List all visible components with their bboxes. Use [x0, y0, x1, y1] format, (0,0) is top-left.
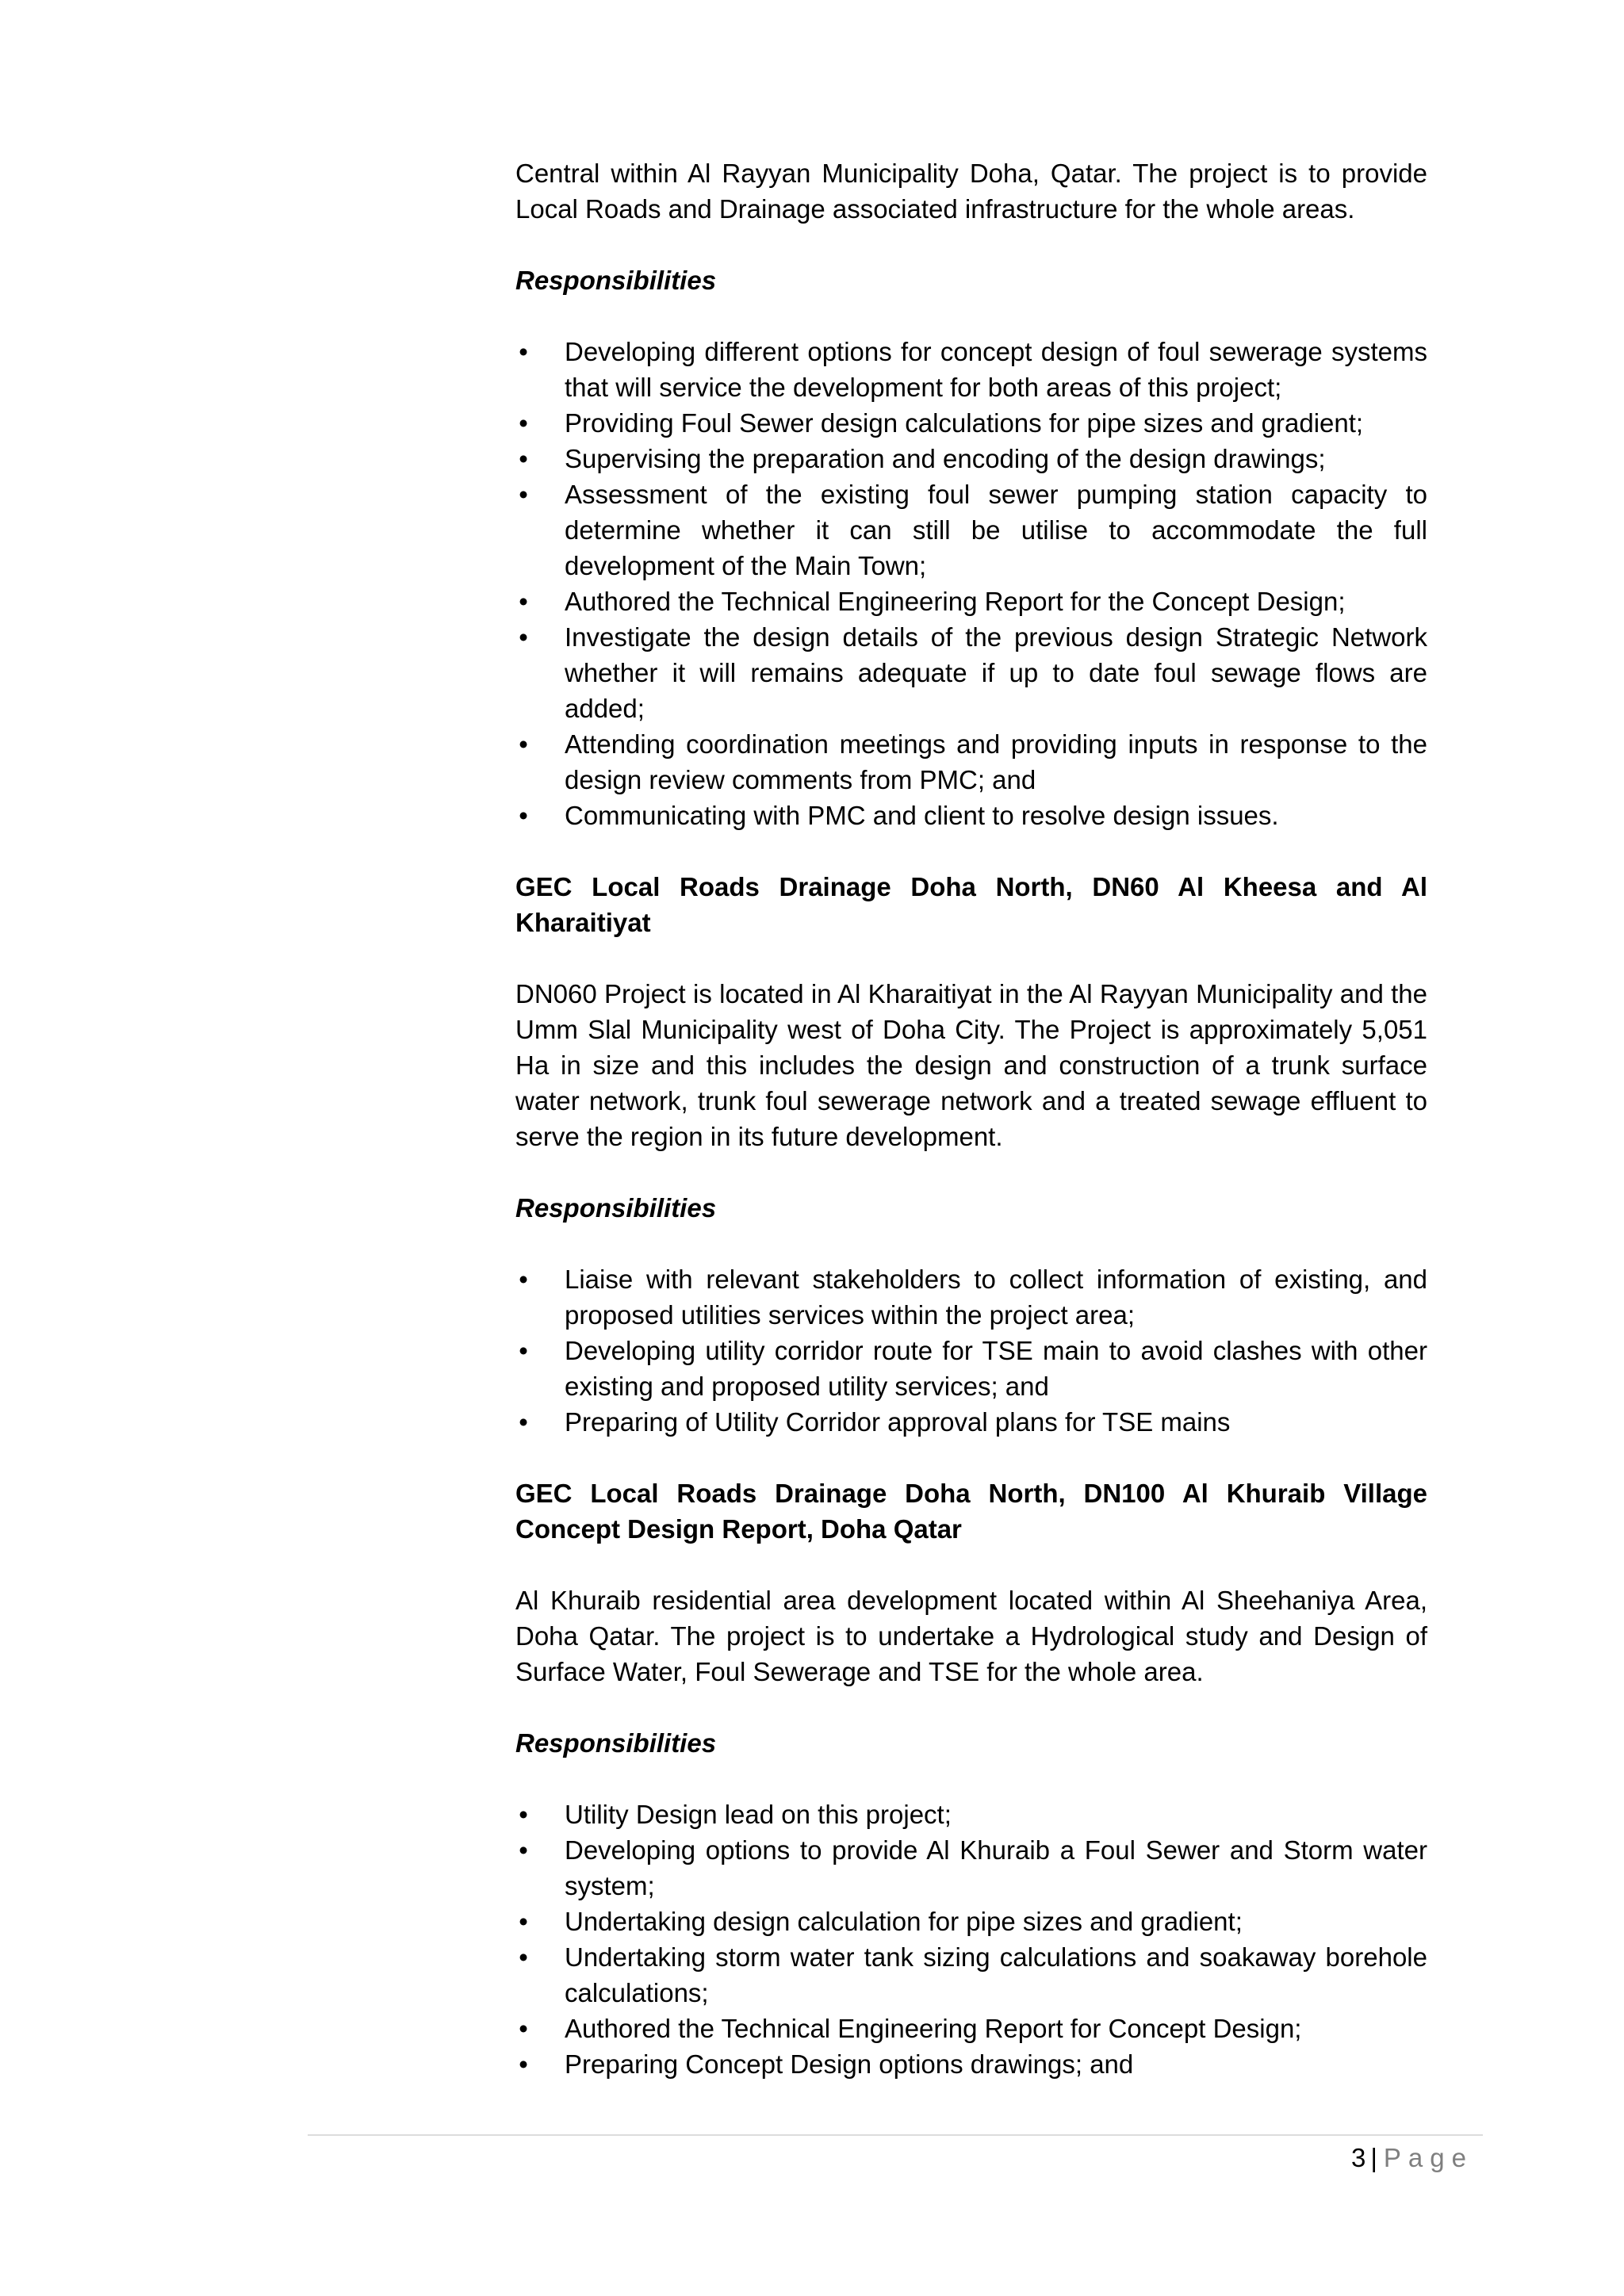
list-item-text: Preparing Concept Design options drawings; and [565, 2049, 1134, 2079]
bullet-dot-icon: • [519, 587, 528, 616]
list-item-text: Attending coordination meetings and providing inputs in response to the design review comments from PMC; and [565, 729, 1427, 794]
responsibilities-heading: Responsibilities [515, 1193, 717, 1223]
bullet-dot-icon: • [519, 1942, 528, 1972]
page-footer [1351, 2142, 1473, 2174]
bullet-dot-icon: • [519, 480, 528, 509]
list-item-text: Supervising the preparation and encoding of the design drawings; [565, 444, 1326, 473]
list-item-text: Undertaking storm water tank sizing calculations and soakaway borehole calculations; [565, 1942, 1427, 2007]
responsibilities-list [515, 1261, 1427, 1440]
list-item [515, 334, 1427, 405]
project-intro-paragraph: Central within Al Rayyan Municipality Doha, Qatar. The project is to provide Local Roads and Drainage associated infrastructure for the whole areas. [515, 159, 1427, 224]
list-item [515, 2046, 1427, 2082]
list-item [515, 619, 1427, 726]
list-item [515, 405, 1427, 441]
responsibilities-heading: Responsibilities [515, 1728, 717, 1758]
list-item-text: Preparing of Utility Corridor approval plans for TSE mains [565, 1407, 1231, 1437]
list-item-text: Developing utility corridor route for TSE main to avoid clashes with other existing and proposed utility services; and [565, 1336, 1427, 1401]
bullet-dot-icon: • [519, 2049, 528, 2079]
list-item [515, 798, 1427, 833]
responsibilities-list [515, 334, 1427, 833]
project-title: GEC Local Roads Drainage Doha North, DN100 Al Khuraib Village Concept Design Report, Doha Qatar [515, 1479, 1427, 1544]
footer-divider [308, 2134, 1483, 2136]
bullet-dot-icon: • [519, 1907, 528, 1936]
list-item [515, 584, 1427, 619]
bullet-dot-icon: • [519, 622, 528, 652]
project-description: Al Khuraib residential area development located within Al Sheehaniya Area, Doha Qatar. The project is to undertake a Hydrological study and Design of Surface Water, Foul Sewerage and TSE for the whole area. [515, 1586, 1427, 1686]
bullet-dot-icon: • [519, 444, 528, 473]
bullet-dot-icon: • [519, 408, 528, 438]
list-item [515, 441, 1427, 476]
list-item-text: Developing options to provide Al Khuraib a Foul Sewer and Storm water system; [565, 1835, 1427, 1900]
list-item-text: Investigate the design details of the previous design Strategic Network whether it will remains adequate if up to date foul sewage flows are added; [565, 622, 1427, 723]
list-item [515, 1261, 1427, 1333]
list-item [515, 1832, 1427, 1904]
list-item-text: Undertaking design calculation for pipe sizes and gradient; [565, 1907, 1243, 1936]
bullet-dot-icon: • [519, 729, 528, 759]
list-item [515, 1904, 1427, 1939]
bullet-dot-icon: • [519, 801, 528, 830]
list-item [515, 1404, 1427, 1440]
bullet-dot-icon: • [519, 2014, 528, 2043]
list-item [515, 1333, 1427, 1404]
bullet-dot-icon: • [519, 1407, 528, 1437]
list-item-text: Authored the Technical Engineering Report for Concept Design; [565, 2014, 1302, 2043]
responsibilities-list [515, 1797, 1427, 2082]
document-body [515, 155, 1427, 2082]
bullet-dot-icon: • [519, 1835, 528, 1865]
bullet-dot-icon: • [519, 1800, 528, 1829]
list-item-text: Liaise with relevant stakeholders to collect information of existing, and proposed utilities services within the project area; [565, 1265, 1427, 1330]
list-item-text: Assessment of the existing foul sewer pumping station capacity to determine whether it can still be utilise to accommodate the full development of the Main Town; [565, 480, 1427, 580]
list-item-text: Developing different options for concept design of foul sewerage systems that will service the development for both areas of this project; [565, 337, 1427, 402]
list-item-text: Communicating with PMC and client to resolve design issues. [565, 801, 1279, 830]
bullet-dot-icon: • [519, 337, 528, 366]
bullet-dot-icon: • [519, 1265, 528, 1294]
list-item [515, 476, 1427, 584]
project-title: GEC Local Roads Drainage Doha North, DN60 Al Kheesa and Al Kharaitiyat [515, 872, 1427, 937]
list-item-text: Authored the Technical Engineering Report for the Concept Design; [565, 587, 1346, 616]
bullet-dot-icon: • [519, 1336, 528, 1365]
list-item [515, 2011, 1427, 2046]
list-item-text: Providing Foul Sewer design calculations for pipe sizes and gradient; [565, 408, 1364, 438]
responsibilities-heading: Responsibilities [515, 266, 717, 295]
page-label: Page [1383, 2143, 1473, 2172]
list-item-text: Utility Design lead on this project; [565, 1800, 952, 1829]
list-item [515, 1797, 1427, 1832]
project-description: DN060 Project is located in Al Kharaitiyat in the Al Rayyan Municipality and the Umm Slal Municipality west of Doha City. The Project is approximately 5,051 Ha in size and this includes the design and construction of a trunk surface water network, trunk foul sewerage network and a treated sewage effluent to serve the region in its future development. [515, 979, 1427, 1151]
page-number: 3 [1350, 2143, 1366, 2172]
list-item [515, 726, 1427, 798]
list-item [515, 1939, 1427, 2011]
footer-separator: | [1370, 2143, 1377, 2172]
